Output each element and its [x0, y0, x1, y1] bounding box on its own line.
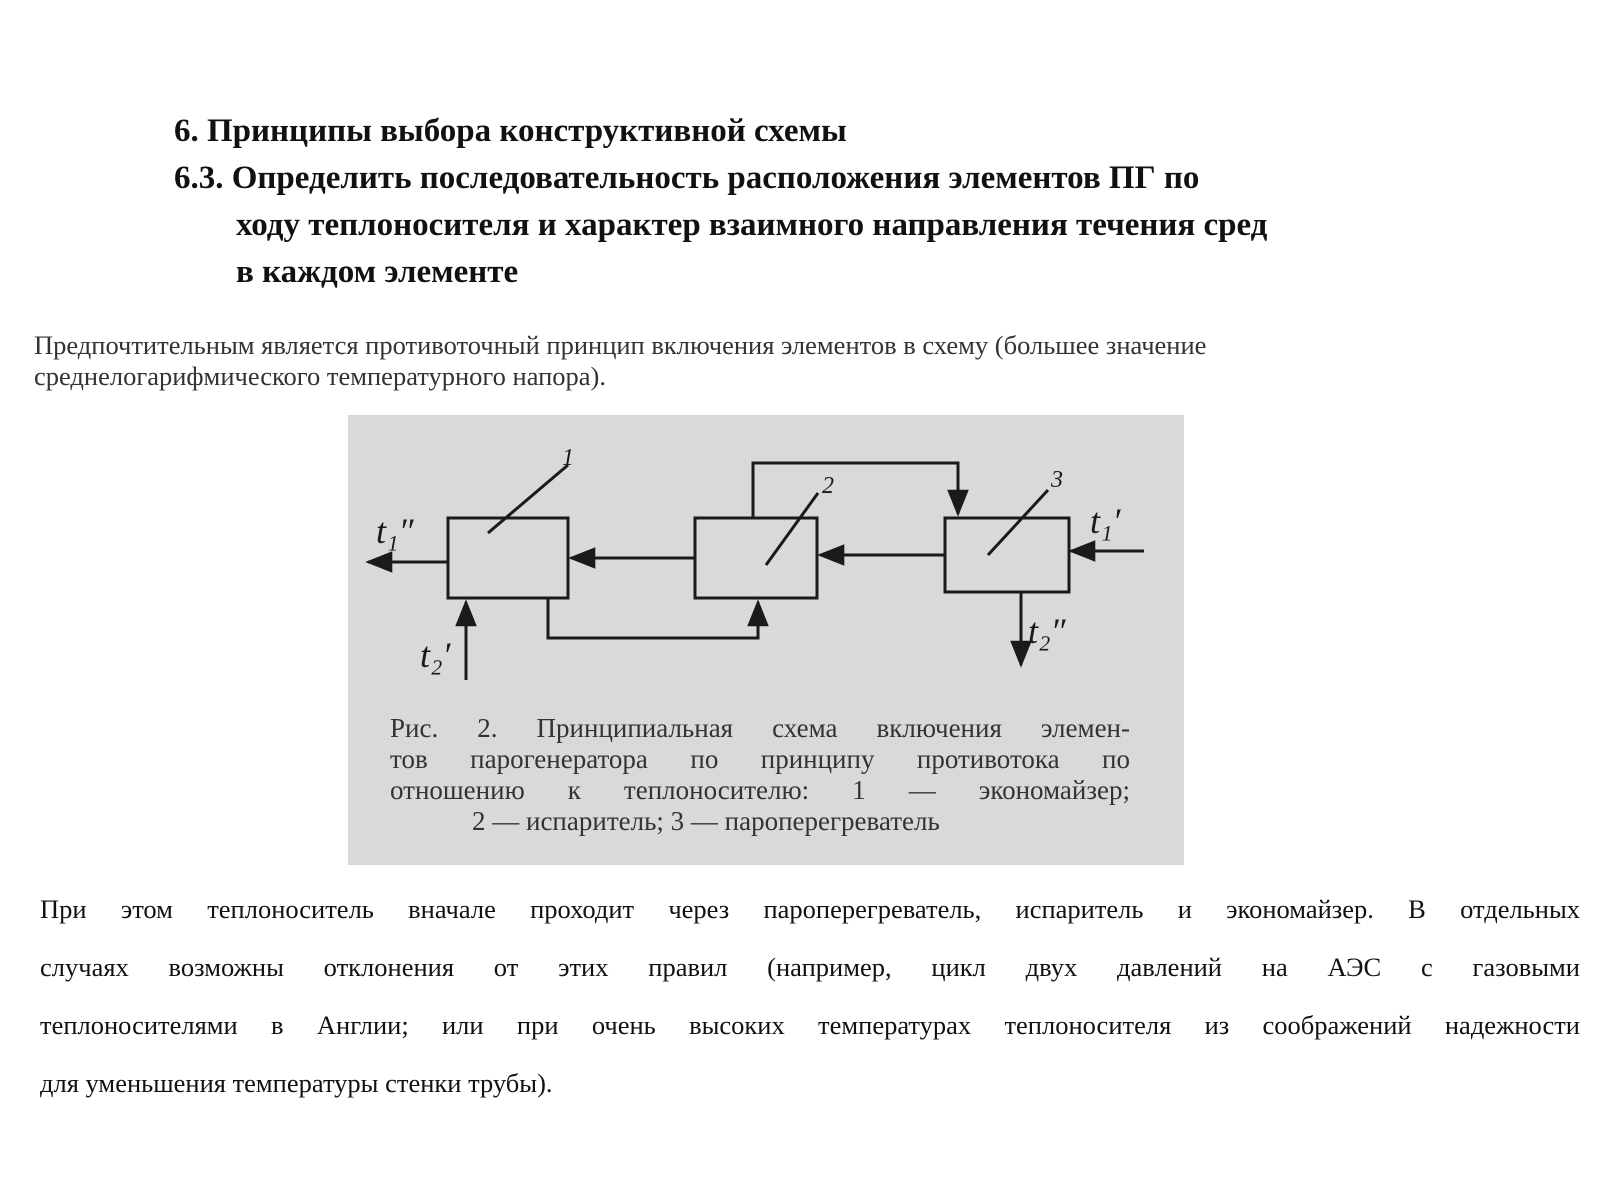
heading-line-2: 6.3. Определить последовательность расположения элементов ПГ по — [174, 160, 1200, 196]
figure-caption — [390, 713, 1130, 837]
superheater-box — [945, 518, 1069, 592]
caption-line-2: тов парогенератора по принципу противотока по — [390, 744, 1130, 774]
evaporator-box — [695, 518, 817, 598]
intro-paragraph — [34, 330, 1514, 392]
body-line-2: случаях возможны отклонения от этих правил (например, цикл двух давлений на АЭС с газовыми — [40, 952, 1580, 982]
intro-line-2: среднелогарифмического температурного напора). — [34, 361, 607, 391]
economizer-box — [448, 518, 568, 598]
body-line-1: При этом теплоноситель вначале проходит через пароперегреватель, испаритель и экономайзер. В отдельных — [40, 894, 1580, 924]
caption-line-1: Рис. 2. Принципиальная схема включения элемен- — [390, 713, 1130, 743]
label-t2-out: t₂″ — [1028, 611, 1066, 651]
heading-line-3: ходу теплоносителя и характер взаимного направления течения сред — [236, 207, 1268, 243]
scheme-figure — [348, 415, 1184, 865]
body-line-3: теплоносителями в Англии; или при очень высоких температурах теплоносителя из соображений надежности — [40, 1010, 1580, 1040]
body-line-4: для уменьшения температуры стенки трубы). — [40, 1068, 553, 1098]
section-heading — [174, 108, 1574, 296]
leader-line-1 — [488, 465, 568, 533]
label-t2-in: t₂′ — [420, 635, 451, 675]
element-number-1: 1 — [562, 445, 574, 471]
heading-line-1: 6. Принципы выбора конструктивной схемы — [174, 113, 847, 149]
element-number-2: 2 — [822, 473, 834, 499]
heading-line-4: в каждом элементе — [236, 254, 519, 290]
label-t1-out: t₁″ — [376, 511, 414, 551]
water-loop-1-to-2 — [548, 598, 758, 638]
caption-line-4: 2 — испаритель; 3 — пароперегреватель — [472, 806, 940, 836]
caption-line-3: отношению к теплоносителю: 1 — экономайзер; — [390, 775, 1130, 805]
element-number-3: 3 — [1051, 467, 1063, 493]
label-t1-in: t₁′ — [1090, 501, 1121, 541]
leader-line-2 — [766, 493, 818, 565]
intro-line-1: Предпочтительным является противоточный принцип включения элементов в схему (большее значение — [34, 330, 1207, 360]
steam-loop-2-to-3 — [753, 463, 958, 518]
leader-line-3 — [988, 490, 1048, 555]
body-paragraph — [40, 880, 1580, 1112]
